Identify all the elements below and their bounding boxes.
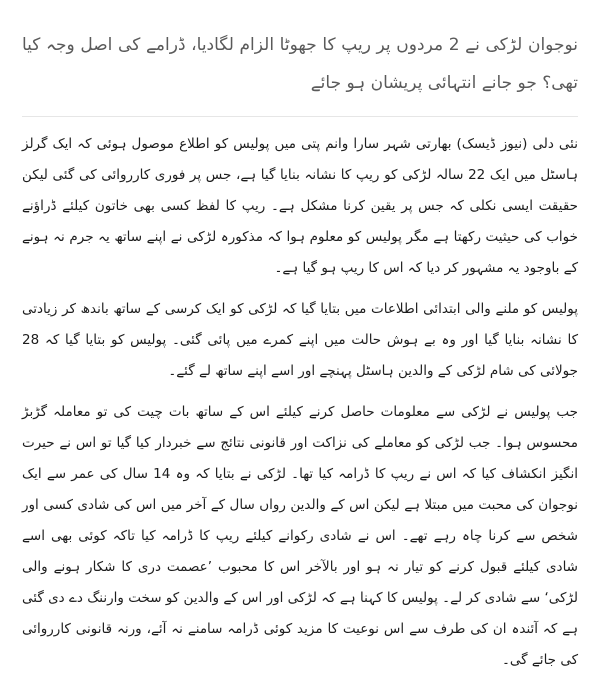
headline-divider [22,116,578,117]
article-paragraph-1: نئی دلی (نیوز ڈیسک) بھارتی شہر سارا وانم پتی میں پولیس کو اطلاع موصول ہوئی کہ ایک گرلز ہاسٹل میں ایک 22 سالہ لڑکی کو ریپ کا نشانہ بنایا گیا ہے، جس پر فوری کارروائی کی گئی لیکن حقیقت ایسی نکلی کہ جس پر یقین کرنا مشکل ہے۔ ریپ کا لفظ کسی بھی خاتون کیلئے ڈراؤنے خواب کی حیثیت رکھتا ہے مگر پولیس کو معلوم ہوا کہ مذکورہ لڑکی نے اپنے ساتھ یہ جرم نہ ہونے کے باوجود یہ مشہور کر دیا کہ اس کا ریپ ہو گیا ہے۔ [22,136,578,276]
article-headline: نوجوان لڑکی نے 2 مردوں پر ریپ کا جھوٹا الزام لگادیا، ڈرامے کی اصل وجہ کیا تھی؟ جو جانے انتہائی پریشان ہو جائے [22,35,578,93]
article-paragraph-3: جب پولیس نے لڑکی سے معلومات حاصل کرنے کیلئے اس کے ساتھ بات چیت کی تو معاملہ گڑبڑ محسوس ہوا۔ جب لڑکی کو معاملے کی نزاکت اور قانونی نتائج سے خبردار کیا گیا تو اس نے حیرت انگیز انکشاف کیا کہ اس نے ریپ کا ڈرامہ کیا تھا۔ لڑکی نے بتایا کہ وہ 14 سال کی عمر سے ایک نوجوان کی محبت میں مبتلا ہے لیکن اس کے والدین رواں سال کے آخر میں اس کی شادی کسی اور شخص سے کرنا چاہ رہے تھے۔ اس نے شادی رکوانے کیلئے ریپ کا ڈرامہ کیا تاکہ کوئی بھی اسے شادی کیلئے قبول کرنے کو تیار نہ ہو اور بالآخر اس کا محبوب ’عصمت دری کا شکار ہونے والی لڑکی‘ سے شادی کر لے۔ پولیس کا کہنا ہے کہ لڑکی اور اس کے والدین کو سخت وارننگ دے دی گئی ہے کہ آئندہ ان کی طرف سے اس نوعیت کا مزید کوئی ڈرامہ سامنے نہ آئے، ورنہ قانونی کارروائی کی جائے گی۔ [22,404,578,668]
article-paragraph-2: پولیس کو ملنے والی ابتدائی اطلاعات میں بتایا گیا کہ لڑکی کو ایک کرسی کے ساتھ باندھ کر زیادتی کا نشانہ بنایا گیا اور وہ بے ہوش حالت میں اپنے کمرے میں پائی گئی۔ پولیس کو بتایا گیا کہ 28 جولائی کی شام لڑکی کے والدین ہاسٹل پہنچے اور اسے اپنے ساتھ لے گئے۔ [22,301,578,379]
